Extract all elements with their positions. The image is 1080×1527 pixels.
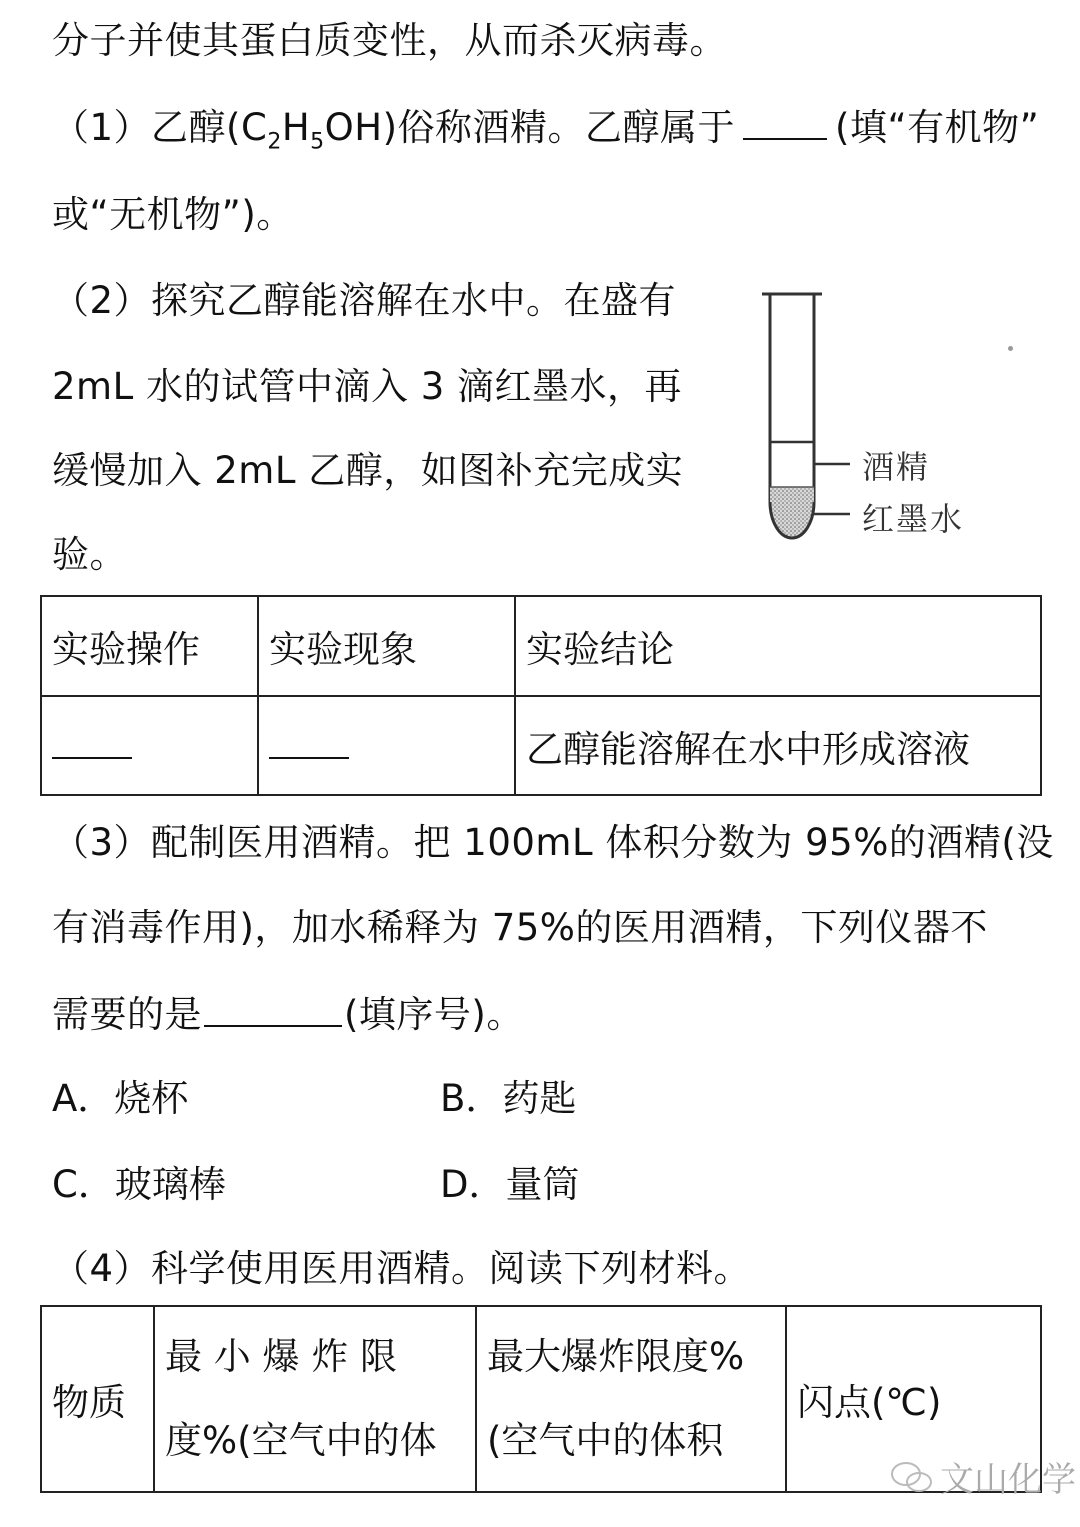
- label-red-ink: 红墨水: [862, 500, 965, 538]
- option-d[interactable]: D．量筒: [440, 1163, 580, 1206]
- question-4-line-1: [52, 1246, 751, 1292]
- wechat-icon: [890, 1460, 934, 1496]
- question-2-line-2: 2mL 水的试管中滴入 3 滴红墨水，再: [52, 365, 683, 408]
- experiment-table-header: [41, 596, 1041, 696]
- option-a[interactable]: A．烧杯: [52, 1077, 189, 1120]
- question-3-text-3b: (填序号)。: [344, 993, 524, 1036]
- header-min-explosion-limit: [154, 1306, 476, 1492]
- question-4-number: （4）: [52, 1247, 152, 1290]
- intro-text: 分子并使其蛋白质变性，从而杀灭病毒。: [52, 19, 727, 62]
- answer-blank-1[interactable]: [743, 108, 827, 140]
- question-3-text-1: 配制医用酒精。把 100mL 体积分数为 95%的酒精(没: [151, 821, 1054, 864]
- min-limit-line-1: 最 小 爆 炸 限: [165, 1335, 398, 1378]
- question-3-line-2: 有消毒作用)，加水稀释为 75%的医用酒精，下列仪器不: [52, 906, 988, 949]
- question-2-text-1: 探究乙醇能溶解在水中。在盛有: [151, 279, 677, 322]
- question-2-line-1: [52, 278, 676, 324]
- test-tube-figure: [750, 282, 850, 552]
- option-b[interactable]: B．药匙: [440, 1077, 577, 1120]
- answer-blank-operation[interactable]: [52, 755, 132, 759]
- header-operation: 实验操作: [41, 596, 258, 696]
- question-1-line-1: [52, 105, 1039, 165]
- option-c[interactable]: C．玻璃棒: [52, 1163, 226, 1206]
- cell-conclusion: 乙醇能溶解在水中形成溶液: [515, 696, 1041, 795]
- question-1-line-2: 或“无机物”)。: [52, 193, 294, 236]
- stray-dot: [1008, 346, 1013, 351]
- answer-blank-3[interactable]: [204, 995, 342, 1027]
- question-4-text: 科学使用医用酒精。阅读下列材料。: [151, 1247, 752, 1290]
- subscript-5: 5: [310, 129, 325, 155]
- header-flash-point: 闪点(℃): [786, 1306, 1041, 1492]
- header-phenomenon: 实验现象: [258, 596, 515, 696]
- question-2-line-3: 缓慢加入 2mL 乙醇，如图补充完成实: [52, 449, 684, 492]
- question-2-line-4: 验。: [52, 533, 127, 576]
- label-alcohol: 酒精: [862, 448, 931, 486]
- question-1-number: （1）: [52, 106, 152, 149]
- question-2-number: （2）: [52, 279, 152, 322]
- max-limit-line-2: (空气中的体积: [487, 1419, 724, 1462]
- question-1-text-c: OH)俗称酒精。乙醇属于: [324, 106, 736, 149]
- question-3-line-1: [52, 820, 1054, 866]
- header-substance: 物质: [41, 1306, 154, 1492]
- question-1-text-b: H: [281, 106, 311, 149]
- answer-blank-phenomenon[interactable]: [269, 755, 349, 759]
- question-3-line-3: [52, 992, 524, 1038]
- cell-phenomenon-blank[interactable]: [258, 696, 515, 795]
- question-3-number: （3）: [52, 821, 152, 864]
- subscript-2: 2: [267, 129, 282, 155]
- question-1-text-d: (填“有机物”: [835, 106, 1040, 149]
- experiment-table: [40, 595, 1042, 796]
- header-max-explosion-limit: [476, 1306, 786, 1492]
- watermark-text: 文山化学: [940, 1460, 1076, 1500]
- cell-operation-blank[interactable]: [41, 696, 258, 795]
- min-limit-line-2: 度%(空气中的体: [165, 1419, 437, 1462]
- experiment-table-row: [41, 696, 1041, 795]
- header-conclusion: 实验结论: [515, 596, 1041, 696]
- max-limit-line-1: 最大爆炸限度%: [487, 1335, 745, 1378]
- question-3-text-3a: 需要的是: [52, 993, 202, 1036]
- question-1-text-a: 乙醇(C: [151, 106, 268, 149]
